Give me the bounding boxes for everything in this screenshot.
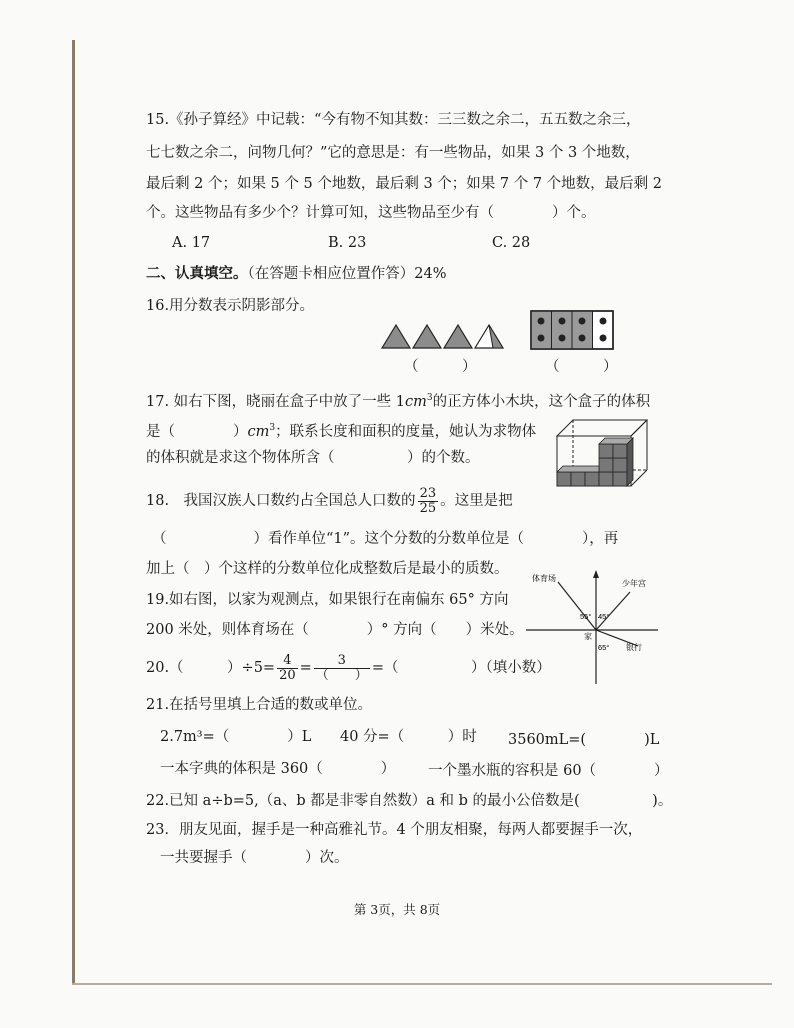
q23-line1: 23．朋友见面，握手是一种高雅礼节。4 个朋友相聚，每两人都要握手一次， [146, 822, 643, 838]
q21-a: 2.7m³=（ ）L [160, 729, 312, 745]
q21-b: 40 分=（ ）时 [340, 729, 477, 745]
bottom-edge [72, 983, 772, 985]
label-home: 家 [584, 632, 592, 641]
q23-line2: 一共要握手（ ）次。 [160, 850, 349, 866]
q17-exp-2: 3 [269, 423, 276, 433]
label-a65: 65° [598, 643, 610, 652]
q19-line1: 19.如右图，以家为观测点，如果银行在南偏东 65° 方向 [146, 592, 509, 608]
flower-grid-figure [530, 310, 614, 350]
q15-line4: 个。这些物品有多少个？计算可知，这些物品至少有（ ）个。 [146, 205, 596, 221]
q21-e: 一个墨水瓶的容积是 60（ ） [428, 763, 669, 779]
q16-text: 16.用分数表示阴影部分。 [146, 298, 315, 314]
q17-unit: cm [405, 393, 427, 410]
label-sports: 体育场 [532, 574, 556, 583]
q18-line1-end: 。这里是把 [440, 493, 513, 509]
q15-option-a: A. 17 [172, 235, 211, 251]
label-a45: 45° [598, 612, 610, 621]
q20-den2: （ ） [315, 667, 368, 683]
q18-fraction [418, 487, 439, 516]
q18-denominator: 25 [419, 500, 437, 516]
q18-numerator: 23 [419, 485, 437, 501]
q17-line2-a: 是（ ） [146, 423, 248, 440]
q15-line1: 15.《孙子算经》中记载：“今有物不知其数：三三数之余二，五五数之余三， [146, 112, 641, 128]
q19-line2: 200 米处，则体育场在（ ）° 方向（ ）米处。 [146, 622, 524, 638]
box-cubes-figure [555, 418, 650, 488]
label-bank: 银行 [626, 643, 642, 652]
q18-line1 [146, 484, 513, 518]
q17-line1-b: 的正方体小木块，这个盒子的体积 [432, 393, 651, 410]
q20-line [146, 648, 551, 688]
q20-fraction-1 [277, 654, 298, 683]
q20-fraction-2 [314, 654, 370, 683]
q20-num1: 4 [277, 654, 298, 669]
q15-option-b: B. 23 [328, 235, 367, 251]
q17-line2-b: ；联系长度和面积的度量，她认为求物体 [275, 423, 537, 440]
q17-line3: 的体积就是求这个物体所含（ ）的个数。 [146, 450, 480, 466]
q22-text: 22.已知 a÷b=5,（a、b 都是非零自然数）a 和 b 的最小公倍数是( )。 [146, 793, 673, 809]
q21-d: 一本字典的体积是 360（ ） [160, 761, 396, 777]
q16-blank-1: （ ） [404, 359, 477, 375]
label-youth: 少年宫 [622, 579, 646, 588]
page-footer: 第 3页，共 8页 [353, 902, 441, 917]
q20-den1: 20 [279, 667, 296, 683]
section-2-title: 二、认真填空。 [146, 265, 248, 282]
q21-text: 21.在括号里填上合适的数或单位。 [146, 697, 373, 713]
q16-blank-2: （ ） [545, 359, 618, 375]
q17-line1 [146, 388, 650, 412]
q20-eq: = [299, 660, 312, 676]
q20-a: 20.（ ）÷5= [146, 660, 276, 676]
q21-c: 3560mL=( )L [508, 732, 660, 748]
q18-line2: （ ）看作单位“1”。这个分数的分数单位是（ ），再 [152, 531, 619, 547]
q17-line2 [146, 418, 536, 442]
q17-line1-a: 17. 如右下图，晓丽在盒子中放了一些 1 [146, 393, 406, 410]
q17-exp: 3 [426, 393, 433, 403]
q17-unit-2: cm [247, 423, 270, 440]
q18-line1-text: 18. 我国汉族人口数约占全国总人口数的 [146, 493, 416, 509]
q20-num2: 3 [314, 654, 370, 669]
section-2-heading [146, 264, 446, 284]
q18-line3: 加上（ ）个这样的分数单位化成整数后是最小的质数。 [146, 561, 509, 577]
q15-line2: 七七数之余二，问物几何？”它的意思是：有一些物品，如果 3 个 3 个地数， [146, 145, 640, 161]
triangles-figure [380, 322, 505, 350]
q20-b: =（ ）（填小数） [371, 660, 551, 676]
q15-option-c: C. 28 [492, 235, 531, 251]
label-a55: 55° [580, 612, 592, 621]
section-2-note: （在答题卡相应位置作答）24% [247, 266, 447, 282]
left-edge [72, 40, 75, 985]
q15-line3: 最后剩 2 个；如果 5 个 5 个地数，最后剩 3 个；如果 7 个 7 个地数，最后剩 2 [146, 176, 662, 192]
